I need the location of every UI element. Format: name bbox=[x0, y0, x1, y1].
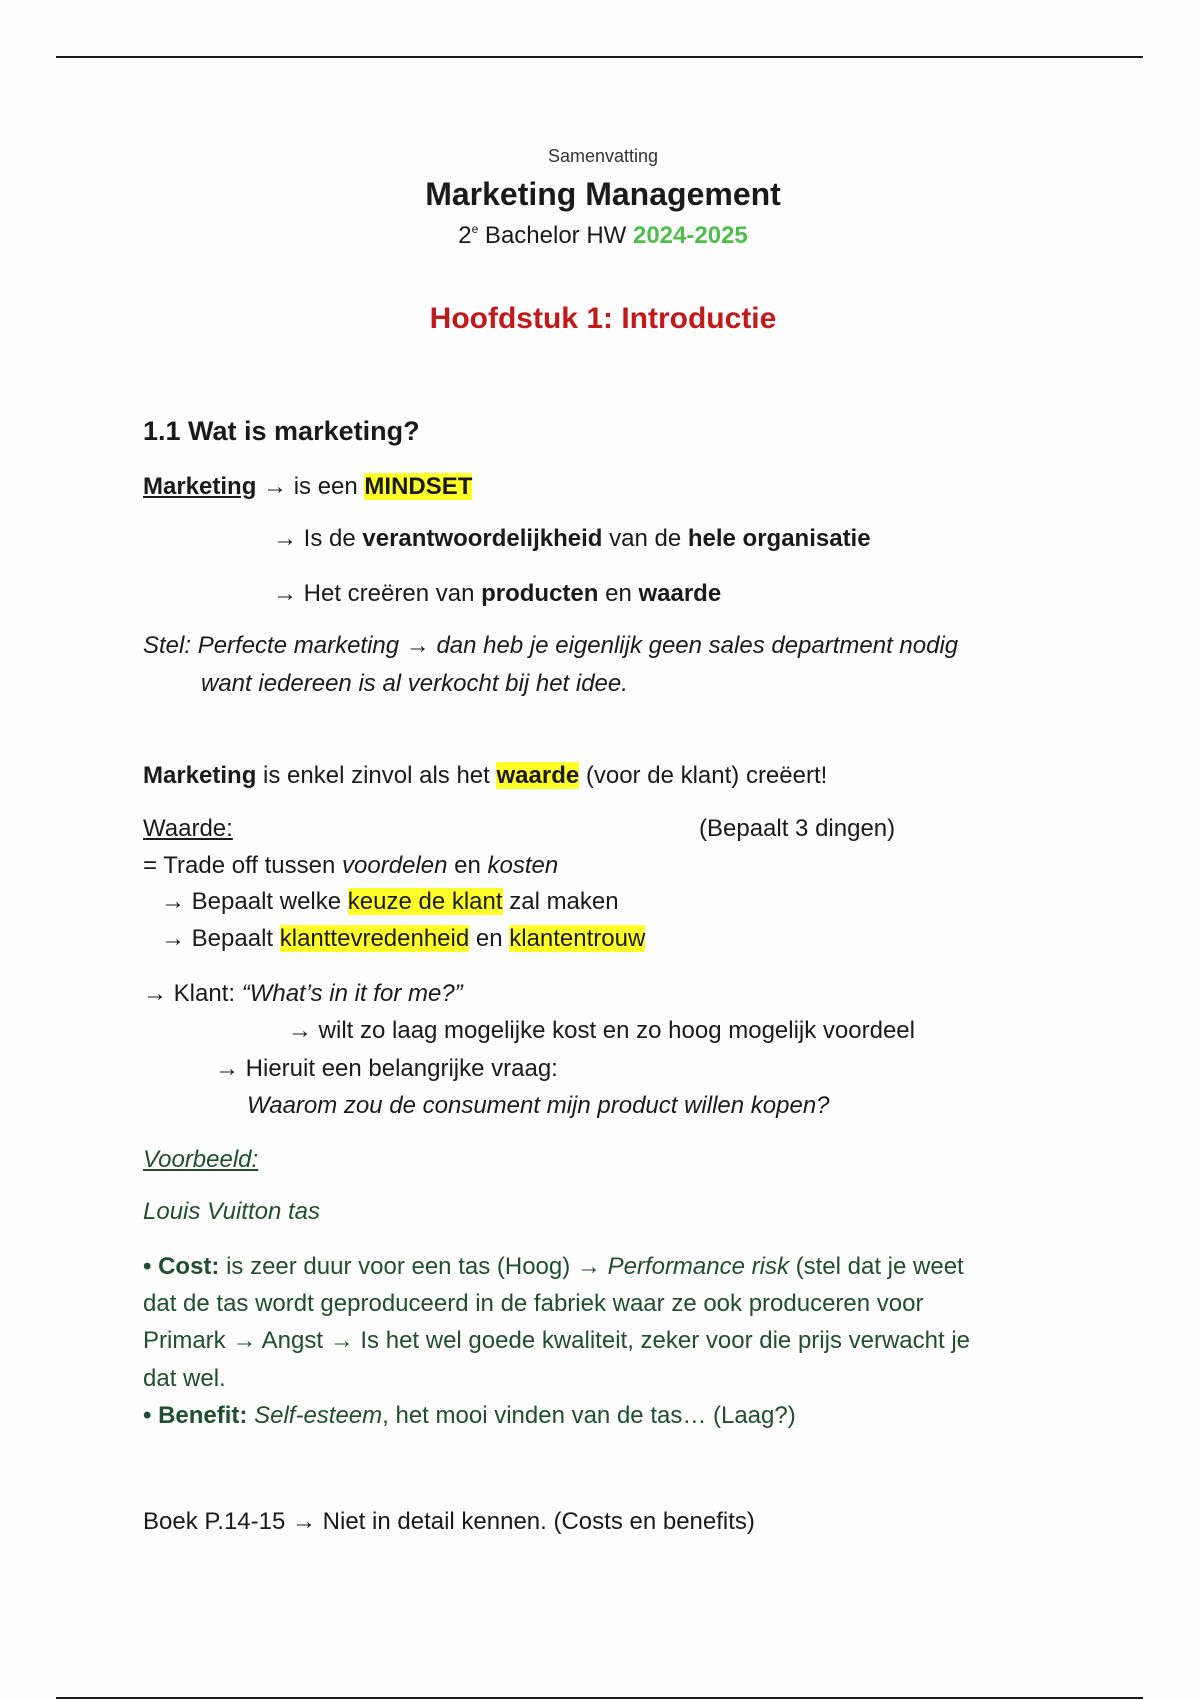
highlight-klanttevredenheid: klanttevredenheid bbox=[279, 925, 470, 952]
definition-bold: hele organisatie bbox=[687, 525, 871, 552]
waarde-italic: voordelen bbox=[342, 852, 448, 879]
highlight-mindset: MINDSET bbox=[364, 473, 473, 500]
definition-text: → Is de bbox=[273, 525, 363, 552]
document-title: Marketing Management bbox=[425, 176, 781, 212]
cost-line-3: Primark → Angst → Is het wel goede kwaliteit, zeker voor die prijs verwacht je bbox=[143, 1327, 970, 1354]
chapter-heading: Hoofdstuk 1: Introductie bbox=[429, 302, 777, 335]
cost-text: is zeer duur voor een tas (Hoog) → bbox=[219, 1253, 608, 1280]
academic-year: 2024-2025 bbox=[632, 222, 748, 249]
highlight-klantentrouw: klantentrouw bbox=[509, 925, 646, 952]
cost-italic: Performance risk bbox=[607, 1253, 789, 1280]
waarde-text: = Trade off tussen bbox=[143, 852, 343, 879]
klant-line-2: → wilt zo laag mogelijke kost en zo hoog mogelijk voordeel bbox=[288, 1017, 915, 1044]
section-heading: 1.1 Wat is marketing? bbox=[143, 416, 420, 446]
waarde-text: en bbox=[469, 925, 510, 952]
cost-line-4: dat wel. bbox=[143, 1365, 226, 1392]
klant-line-1 bbox=[143, 980, 463, 1008]
document-subtitle: Samenvatting bbox=[547, 146, 659, 166]
definition-bold: producten bbox=[481, 580, 599, 607]
waarde-text: → Bepaalt bbox=[161, 925, 280, 952]
waarde-bullet-2 bbox=[161, 925, 645, 953]
stel-line-1 bbox=[143, 632, 958, 660]
example-name-text: Louis Vuitton tas bbox=[143, 1198, 321, 1225]
value-term: Marketing bbox=[143, 762, 257, 789]
value-text: (voor de klant) creëert! bbox=[579, 762, 828, 789]
definition-text: en bbox=[598, 580, 639, 607]
definition-line-3 bbox=[273, 580, 721, 608]
waarde-text: → Bepaalt welke bbox=[161, 888, 348, 915]
cost-line-2: dat de tas wordt geproduceerd in de fabriek waar ze ook produceren voor bbox=[143, 1290, 924, 1317]
course-name: Bachelor HW bbox=[478, 222, 633, 249]
bullet: • bbox=[143, 1253, 159, 1280]
course-year-suffix: e bbox=[471, 222, 479, 236]
example-label-text: Voorbeeld: bbox=[143, 1146, 259, 1173]
stel-line-2 bbox=[201, 670, 628, 698]
klant-quote: “What’s in it for me?” bbox=[241, 980, 463, 1007]
klant-text: → Klant: bbox=[143, 980, 242, 1007]
example-name bbox=[143, 1198, 320, 1226]
definition-bold: verantwoordelijkheid bbox=[362, 525, 603, 552]
course-line bbox=[143, 222, 1063, 250]
klant-line-3: → Hieruit een belangrijke vraag: bbox=[215, 1055, 558, 1082]
definition-bold: waarde bbox=[638, 580, 722, 607]
cost-line-1 bbox=[143, 1253, 964, 1281]
waarde-bullet-1 bbox=[161, 888, 619, 916]
benefit-label: Benefit: bbox=[158, 1402, 248, 1429]
waarde-text: en bbox=[447, 852, 488, 879]
top-rule bbox=[56, 56, 1143, 58]
bottom-rule bbox=[56, 1697, 1143, 1699]
waarde-equation bbox=[143, 852, 558, 880]
definition-text: → Het creëren van bbox=[273, 580, 482, 607]
example-label bbox=[143, 1146, 258, 1174]
highlight-keuze: keuze de klant bbox=[347, 888, 503, 915]
value-text: is enkel zinvol als het bbox=[256, 762, 497, 789]
waarde-note: (Bepaalt 3 dingen) bbox=[699, 815, 896, 842]
definition-line-1 bbox=[143, 473, 472, 501]
benefit-text: , het mooi vinden van de tas… (Laag?) bbox=[382, 1402, 796, 1429]
klant-question: Waarom zou de consument mijn product willen kopen? bbox=[247, 1092, 830, 1119]
value-statement bbox=[143, 762, 827, 790]
book-reference: Boek P.14-15 → Niet in detail kennen. (Costs en benefits) bbox=[143, 1508, 755, 1535]
waarde-label: Waarde: bbox=[143, 815, 233, 842]
course-year-number: 2 bbox=[458, 222, 472, 249]
waarde-italic: kosten bbox=[487, 852, 559, 879]
definition-text: van de bbox=[602, 525, 688, 552]
klant-line-4 bbox=[247, 1092, 830, 1120]
waarde-text: zal maken bbox=[502, 888, 619, 915]
benefit-line bbox=[143, 1402, 796, 1430]
definition-term: Marketing bbox=[143, 473, 257, 500]
benefit-italic: Self-esteem bbox=[247, 1402, 383, 1429]
stel-text: want iedereen is al verkocht bij het idee. bbox=[201, 670, 628, 697]
bullet: • bbox=[143, 1402, 159, 1429]
highlight-waarde: waarde bbox=[496, 762, 580, 789]
cost-label: Cost: bbox=[158, 1253, 220, 1280]
stel-text: Stel: Perfecte marketing → dan heb je eigenlijk geen sales department nodig bbox=[143, 632, 959, 659]
cost-text: (stel dat je weet bbox=[788, 1253, 964, 1280]
definition-text: → is een bbox=[256, 473, 365, 500]
definition-line-2 bbox=[273, 525, 871, 553]
